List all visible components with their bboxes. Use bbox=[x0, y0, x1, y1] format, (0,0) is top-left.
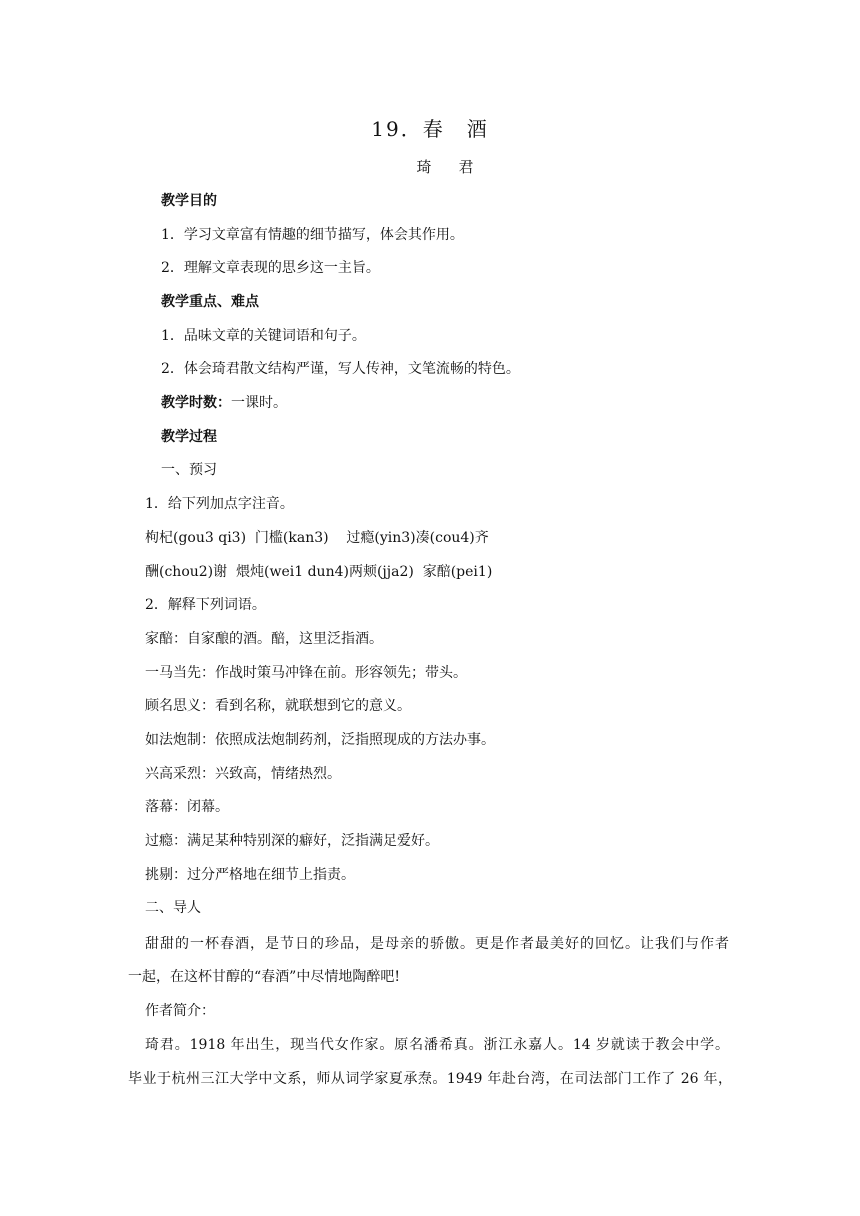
page-title: 19．春 酒 bbox=[371, 117, 489, 141]
task-2: 2．解释下列词语。 bbox=[145, 597, 266, 613]
bio-line-2: 毕业于杭州三江大学中文系，师从词学家夏承焘。1949 年赴台湾，在司法部门工作了 26 年， bbox=[128, 1071, 732, 1087]
definition-6: 落幕：闭幕。 bbox=[145, 799, 229, 815]
definition-5: 兴高采烈：兴致高，情绪热烈。 bbox=[145, 766, 341, 782]
preview-heading: 一、预习 bbox=[161, 462, 217, 478]
definition-3: 顾名思义：看到名称，就联想到它的意义。 bbox=[145, 698, 411, 714]
author-name: 琦 君 bbox=[416, 158, 480, 176]
pinyin-line-2: 酬(chou2)谢 煨炖(wei1 dun4)两颊(jja2) 家醅(pei1) bbox=[145, 564, 493, 580]
teaching-hours-value: 一课时。 bbox=[231, 395, 287, 411]
intro-paragraph-line-1: 甜甜的一杯春酒，是节日的珍品，是母亲的骄傲。更是作者最美好的回忆。让我们与作者 bbox=[145, 936, 729, 952]
definition-2: 一马当先：作战时策马冲锋在前。形容领先；带头。 bbox=[145, 665, 467, 681]
teaching-hours bbox=[161, 392, 287, 414]
author-intro-label: 作者简介： bbox=[145, 1003, 215, 1019]
definition-8: 挑剔：过分严格地在细节上指责。 bbox=[145, 867, 355, 883]
objective-2: 2．理解文章表现的思乡这一主旨。 bbox=[161, 260, 380, 276]
key-points-heading: 教学重点、难点 bbox=[161, 294, 259, 310]
definition-7: 过瘾：满足某种特别深的癖好，泛指满足爱好。 bbox=[145, 833, 439, 849]
objectives-heading: 教学目的 bbox=[161, 193, 217, 209]
definition-4: 如法炮制：依照成法炮制药剂，泛指照现成的方法办事。 bbox=[145, 732, 495, 748]
intro-heading: 二、导人 bbox=[145, 900, 201, 916]
bio-line-1: 琦君。1918 年出生，现当代女作家。原名潘希真。浙江永嘉人。14 岁就读于教会中学。 bbox=[145, 1037, 729, 1053]
pinyin-line-1: 枸杞(gou3 qi3) 门槛(kan3) 过瘾(yin3)凑(cou4)齐 bbox=[145, 530, 489, 546]
objective-1: 1．学习文章富有情趣的细节描写，体会其作用。 bbox=[161, 227, 464, 243]
key-point-1: 1．品味文章的关键词语和句子。 bbox=[161, 328, 366, 344]
definition-1: 家醅：自家酿的酒。醅，这里泛指酒。 bbox=[145, 631, 383, 647]
key-point-2: 2．体会琦君散文结构严谨，写人传神，文笔流畅的特色。 bbox=[161, 361, 520, 377]
process-heading: 教学过程 bbox=[161, 429, 217, 445]
intro-paragraph-line-2: 一起，在这杯甘醇的“春酒”中尽情地陶醉吧! bbox=[128, 969, 400, 985]
task-1: 1．给下列加点字注音。 bbox=[145, 496, 294, 512]
teaching-hours-label: 教学时数： bbox=[161, 395, 231, 411]
